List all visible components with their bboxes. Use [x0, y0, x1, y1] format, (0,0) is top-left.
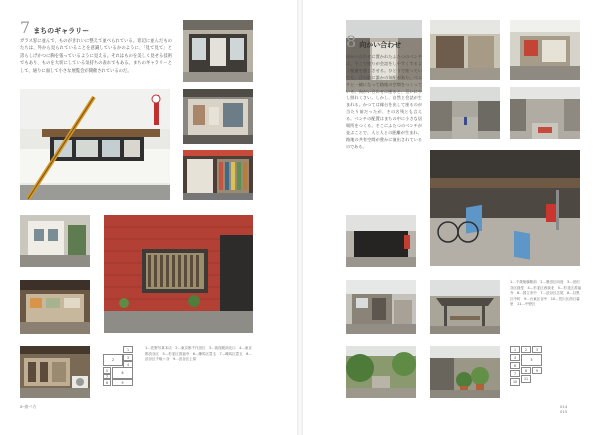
- diagram-cell: 5: [521, 354, 542, 366]
- diagram-cell: 2: [103, 354, 123, 366]
- diagram-cell: 7: [103, 374, 111, 379]
- section-7-heading: [20, 20, 89, 36]
- section-8-heading: [346, 34, 401, 50]
- section-number: 7: [20, 18, 31, 37]
- photo-alley-with-person: [430, 87, 500, 139]
- section-title: 向かい合わせ: [359, 41, 402, 49]
- photo-low-building: [346, 280, 416, 334]
- photo-red-sign-shop: [510, 20, 580, 80]
- diagram-cell: 4: [123, 361, 133, 368]
- photo-potted-plants: [430, 346, 500, 398]
- photo-shop-with-pole: [20, 89, 170, 200]
- photo-layout-diagram: [103, 346, 141, 386]
- diagram-cell: 1: [510, 346, 520, 353]
- photo-small-house: [20, 215, 90, 267]
- diagram-cell: 3: [532, 346, 542, 353]
- photo-facing-benches: [430, 150, 580, 266]
- photo-red-brick-storefront: [104, 215, 253, 333]
- diagram-cell: 1: [123, 346, 133, 353]
- photo-layout-diagram: [510, 346, 552, 388]
- diagram-cell: 5: [103, 367, 111, 374]
- diagram-cell: 8: [103, 379, 111, 386]
- diagram-cell: 10: [510, 378, 520, 386]
- photo-roofed-shelter: [430, 280, 500, 334]
- photo-bookshop-front: [183, 150, 253, 200]
- section-8-body: 向かい合わせに置かれたふたつのベンチは、そこで座りが会話をしやすくするよう配慮を感じさせる。ひとりで座っていても、目の前に誰かの気配があり、ベンチと一緒になって路地の空間をつくっている。向かい合わせに座ると、互いに少し照れくさい。しかし、自然と会話が生まれる。かつては縁台を出して座るのが当たり前だったが、その名残とも言える。ベンチの配置はまちの中に小さな居場所をつくる。そこにふたつのベンチが並ぶことで、人と人との距離が生まれ、路地の共有空間が豊かに演出されているのである。: [346, 54, 422, 149]
- diagram-cell: 8: [521, 367, 531, 374]
- photo-shop-window-display: [183, 89, 253, 144]
- diagram-cell: 6: [510, 362, 520, 369]
- diagram-cell: 3: [123, 354, 133, 361]
- right-photo-captions: 1…千歳船橋駅前 2…墨田区向島 3…世田谷区経堂 4…杉並区西荻北 5…杉並区善福寺 6…国立市中 7…渋谷区広尾 8…目黒区中町 9…台東区谷中 10…荒川区西日暮里 11…中野区: [510, 280, 581, 307]
- left-photo-captions: 1…佐野写真本店 2…東京都千代田区 3…荻窪駅前北口 4…東京都渋谷区 5…杉並区善福寺 6…練馬区豊玉 7…練馬区豊玉 8…渋谷区千駄ヶ谷 9…渋谷区上原: [145, 346, 252, 362]
- diagram-cell: 7: [510, 370, 520, 377]
- photo-green-alley: [346, 346, 416, 398]
- diagram-cell: 9: [532, 367, 542, 374]
- photo-storefront-window: [183, 20, 253, 82]
- photo-garage-entrance: [346, 215, 416, 267]
- photo-shop-with-ac-unit: [20, 346, 90, 398]
- section-title: まちのギャラリー: [33, 27, 90, 35]
- diagram-cell: 11: [521, 375, 531, 383]
- left-running-footer: a–曲べ方: [20, 404, 37, 409]
- section-7-body: ガラス窓に並んで、ものがきれいに整えて並べられている。窓辺に並んだものたちは、外から見られていることを意識しているかのように、「見て見て」と誇らしげかつに胸を張っているように見える。それはものを美しく見せる技術でもあり、ものを大切にしている気持ちの表れでもある。まちのギャラリーとして、通りに面して小さな展覧会が開催されているのだ。: [20, 39, 172, 74]
- photo-shop-goods: [20, 280, 90, 334]
- photo-corner-store: [430, 20, 500, 80]
- page-gutter: [297, 0, 303, 435]
- section-number: 8: [346, 32, 357, 51]
- photo-street-with-signs: [510, 87, 580, 139]
- diagram-cell: 4: [510, 354, 520, 361]
- diagram-cell: 6: [112, 367, 133, 379]
- diagram-cell: 9: [112, 379, 133, 386]
- page-numbers: 014 015: [560, 404, 568, 414]
- diagram-cell: 2: [521, 346, 531, 353]
